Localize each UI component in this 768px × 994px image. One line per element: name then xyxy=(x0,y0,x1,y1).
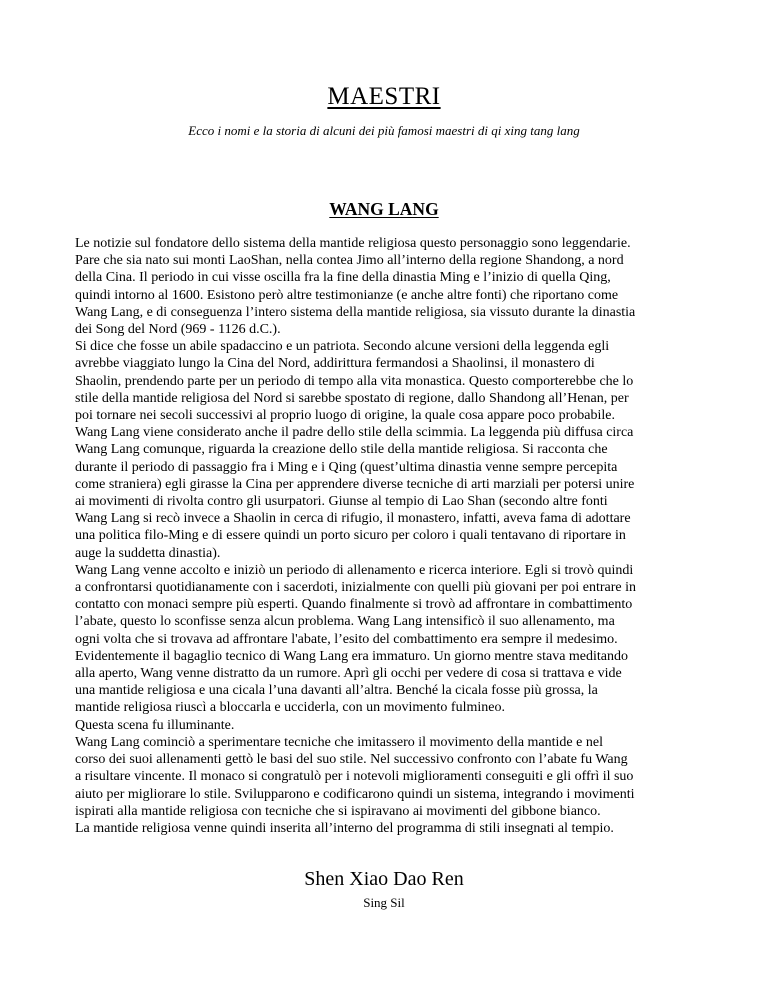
body-line: auge la suddetta dinastia). xyxy=(75,545,221,561)
body-line: Si dice che fosse un abile spadaccino e un patriota. Secondo alcune versioni della leggenda egli xyxy=(75,339,610,355)
body-line: una politica filo-Ming e di essere quindi un porto sicuro per coloro i quali tentavano di riportare in xyxy=(75,528,626,544)
body-line: Wang Lang cominciò a sperimentare tecniche che imitassero il movimento della mantide e nel xyxy=(75,734,603,750)
author-signature: Shen Xiao Dao Ren xyxy=(304,868,464,890)
body-line: La mantide religiosa venne quindi inserita all’interno del programma di stili insegnati al tempio. xyxy=(75,820,614,836)
body-line: ogni volta che si trovava ad affrontare l'abate, l’esito del combattimento era sempre il medesimo. xyxy=(75,631,618,647)
body-line: l’abate, questo lo sconfisse senza alcun problema. Wang Lang intensificò il suo allenamento, ma xyxy=(75,614,615,630)
body-line: quindi intorno al 1600. Esistono però altre testimonianze (e anche altre fonti) che riportano come xyxy=(75,287,619,303)
body-line: della Cina. Il periodo in cui visse oscilla fra la fine della dinastia Ming e l’inizio di quella Qing, xyxy=(75,270,611,286)
body-line: Shaolin, prendendo parte per un periodo di tempo alla vita monastica. Questo comporterebbe che lo xyxy=(75,373,634,389)
body-line: aiuto per migliorare lo stile. Svilupparono e codificarono quindi un sistema, integrando i movimenti xyxy=(75,786,635,802)
section-heading: WANG LANG xyxy=(329,199,439,219)
body-line: come straniera) egli girasse la Cina per apprendere diverse tecniche di arti marziali per potersi unire xyxy=(75,476,635,492)
body-line: Wang Lang venne accolto e iniziò un periodo di allenamento e ricerca interiore. Egli si trovò quindi xyxy=(75,562,634,578)
body-line: poi tornare nei secoli successivi al proprio luogo di origine, la quale cosa appare poco probabile. xyxy=(75,408,615,424)
page-subtitle: Ecco i nomi e la storia di alcuni dei più famosi maestri di qi xing tang lang xyxy=(188,123,580,138)
body-line: Le notizie sul fondatore dello sistema della mantide religiosa questo personaggio sono leggendarie. xyxy=(75,236,631,251)
body-line: avrebbe viaggiato lungo la Cina del Nord, addirittura fermandosi a Shaolinsi, il monastero di xyxy=(75,356,595,372)
body-line: stile della mantide religiosa del Nord si sarebbe spostato di regione, dallo Shandong all’Henan, per xyxy=(75,390,629,406)
body-line: a risultare vincente. Il monaco si congratulò per i notevoli miglioramenti conseguiti e gli offrì il suo xyxy=(75,769,634,785)
body-line: ai movimenti di rivolta contro gli usurpatori. Giunse al tempio di Lao Shan (secondo altre fonti xyxy=(75,494,608,510)
body-line: ispirati alla mantide religiosa con tecniche che si ispiravano ai movimenti del gibbone bianco. xyxy=(75,803,601,819)
body-line: Wang Lang, e di conseguenza l’intero sistema della mantide religiosa, sia vissuto durante la dinastia xyxy=(75,304,636,320)
body-line: Pare che sia nato sui monti LaoShan, nella contea Jimo all’interno della regione Shandong, a nord xyxy=(75,253,624,269)
body-line: a confrontarsi quotidianamente con i sacerdoti, inizialmente con quelli più giovani per poi entrare in xyxy=(75,580,636,596)
body-line: una mantide religiosa e una cicala l’una davanti all’altra. Benché la cicala fosse più grossa, la xyxy=(75,683,598,699)
body-line: Wang Lang comunque, riguarda la creazione dello stile della mantide religiosa. Si racconta che xyxy=(75,442,608,458)
body-line: dei Song del Nord (969 - 1126 d.C.). xyxy=(75,322,281,338)
body-text xyxy=(75,235,715,837)
body-line: Wang Lang si recò invece a Shaolin in cerca di rifugio, il monastero, infatti, aveva fama di adottare xyxy=(75,511,631,527)
body-line: Wang Lang viene considerato anche il padre dello stile della scimmia. La leggenda più diffusa circa xyxy=(75,425,634,441)
body-line: corso dei suoi allenamenti gettò le basi del suo stile. Nel successivo confronto con l’abate fu Wang xyxy=(75,752,628,768)
body-line: Evidentemente il bagaglio tecnico di Wang Lang era immaturo. Un giorno mentre stava meditando xyxy=(75,648,628,664)
body-line: Questa scena fu illuminante. xyxy=(75,717,235,733)
page-title: MAESTRI xyxy=(327,83,441,110)
body-line: durante il periodo di passaggio fra i Ming e i Qing (quest’ultima dinastia venne sempre percepita xyxy=(75,459,618,475)
body-line: contatto con monaci sempre più esperti. Quando finalmente si trovò ad affrontare in combattimento xyxy=(75,597,633,613)
body-line: alla aperto, Wang venne distratto da un rumore. Aprì gli occhi per vedere di cosa si trattava e vide xyxy=(75,666,622,682)
body-line: mantide religiosa riuscì a bloccarla e ucciderla, con un movimento fulmineo. xyxy=(75,700,505,716)
author-subtitle: Sing Sil xyxy=(363,895,405,910)
